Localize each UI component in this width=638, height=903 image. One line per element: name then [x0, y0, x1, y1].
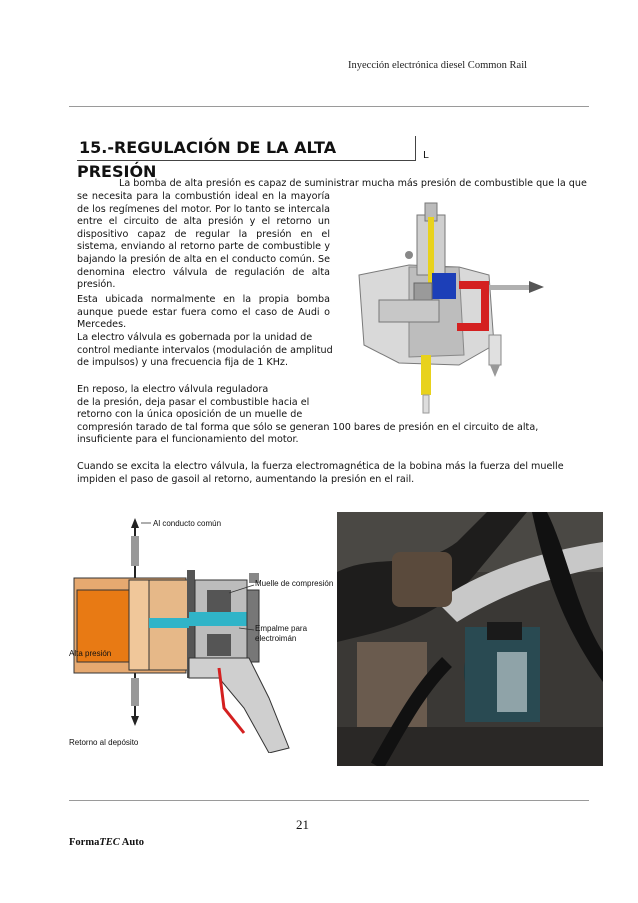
intro-line: entre el circuito de alta presión y el retorno un [77, 216, 330, 228]
location-line: aunque puede estar fuera como el caso de Audi o [77, 306, 330, 318]
pump-cutaway-figure [339, 195, 559, 415]
intro-line: presión. [77, 279, 116, 291]
excited-line: impiden el paso de gasoil al retorno, aumentando la presión en el rail. [77, 473, 415, 485]
excited-paragraph [77, 461, 589, 486]
engine-photo-illustration [337, 512, 603, 766]
control-line: de impulsos) y una frecuencia fija de 1 KHz. [77, 357, 289, 369]
intro-paragraph [77, 191, 330, 292]
rest-line: En reposo, la electro válvula reguladora [77, 384, 269, 395]
intro-line: dispositivo capaz de regular la presión en el [77, 228, 330, 240]
intro-first-line: La bomba de alta presión es capaz de suministrar mucha más presión de combustible que la que [119, 178, 587, 189]
location-line: Mercedes. [77, 319, 127, 331]
valve-diagram-figure [69, 508, 337, 753]
header-divider [69, 106, 589, 107]
intro-line: bajando la presión de alta en el conducto común. Se [77, 253, 330, 265]
label-empalme: Empalme para [255, 624, 308, 633]
label-electroiman: electroimán [255, 634, 297, 643]
label-muelle-compresion: Muelle de compresión [255, 579, 334, 588]
location-line: Esta ubicada normalmente en la propia bomba [77, 294, 330, 305]
section-title: 15.-REGULACIÓN DE LA ALTA PRESIÓN [77, 136, 416, 161]
intro-line: denomina electro válvula de regulación de alta [77, 266, 330, 278]
label-conducto-comun: Al conducto común [153, 519, 222, 528]
intro-line: sistema, enviando al retorno parte de combustible y [77, 241, 330, 253]
footer-divider [69, 800, 589, 801]
location-paragraph [77, 294, 330, 332]
header-title: Inyección electrónica diesel Common Rail [348, 60, 528, 71]
control-line: La electro válvula es gobernada por la unidad de [77, 332, 313, 343]
control-paragraph [77, 332, 337, 370]
rest-line: de la presión, deja pasar el combustible hacia el [77, 396, 310, 408]
page-number: 21 [296, 817, 309, 832]
rest-line: retorno con la única oposición de un muelle de [77, 409, 303, 421]
rest-line: insuficiente para el funcionamiento del motor. [77, 434, 299, 446]
footer-brand: FormaTEC Auto [69, 837, 144, 848]
pump-cutaway-illustration [339, 195, 559, 415]
label-alta-presion: Alta presión [69, 649, 112, 658]
label-retorno-deposito: Retorno al depósito [69, 738, 139, 747]
rest-line: compresión tarado de tal forma que sólo se generan 100 bares de presión en el circuito de alta, [77, 421, 539, 433]
engine-photo [337, 512, 603, 766]
title-mark: L [423, 150, 429, 161]
valve-diagram [69, 508, 337, 753]
intro-line: de los regímenes del motor. Por lo tanto se intercala [77, 203, 330, 215]
control-line: control mediante intervalos (modulación de amplitud [77, 344, 333, 356]
excited-line: Cuando se excita la electro válvula, la fuerza electromagnética de la bobina más la fuerza del muelle [77, 461, 564, 472]
intro-line: se necesita para la combustión ideal en la mayoría [77, 191, 330, 202]
